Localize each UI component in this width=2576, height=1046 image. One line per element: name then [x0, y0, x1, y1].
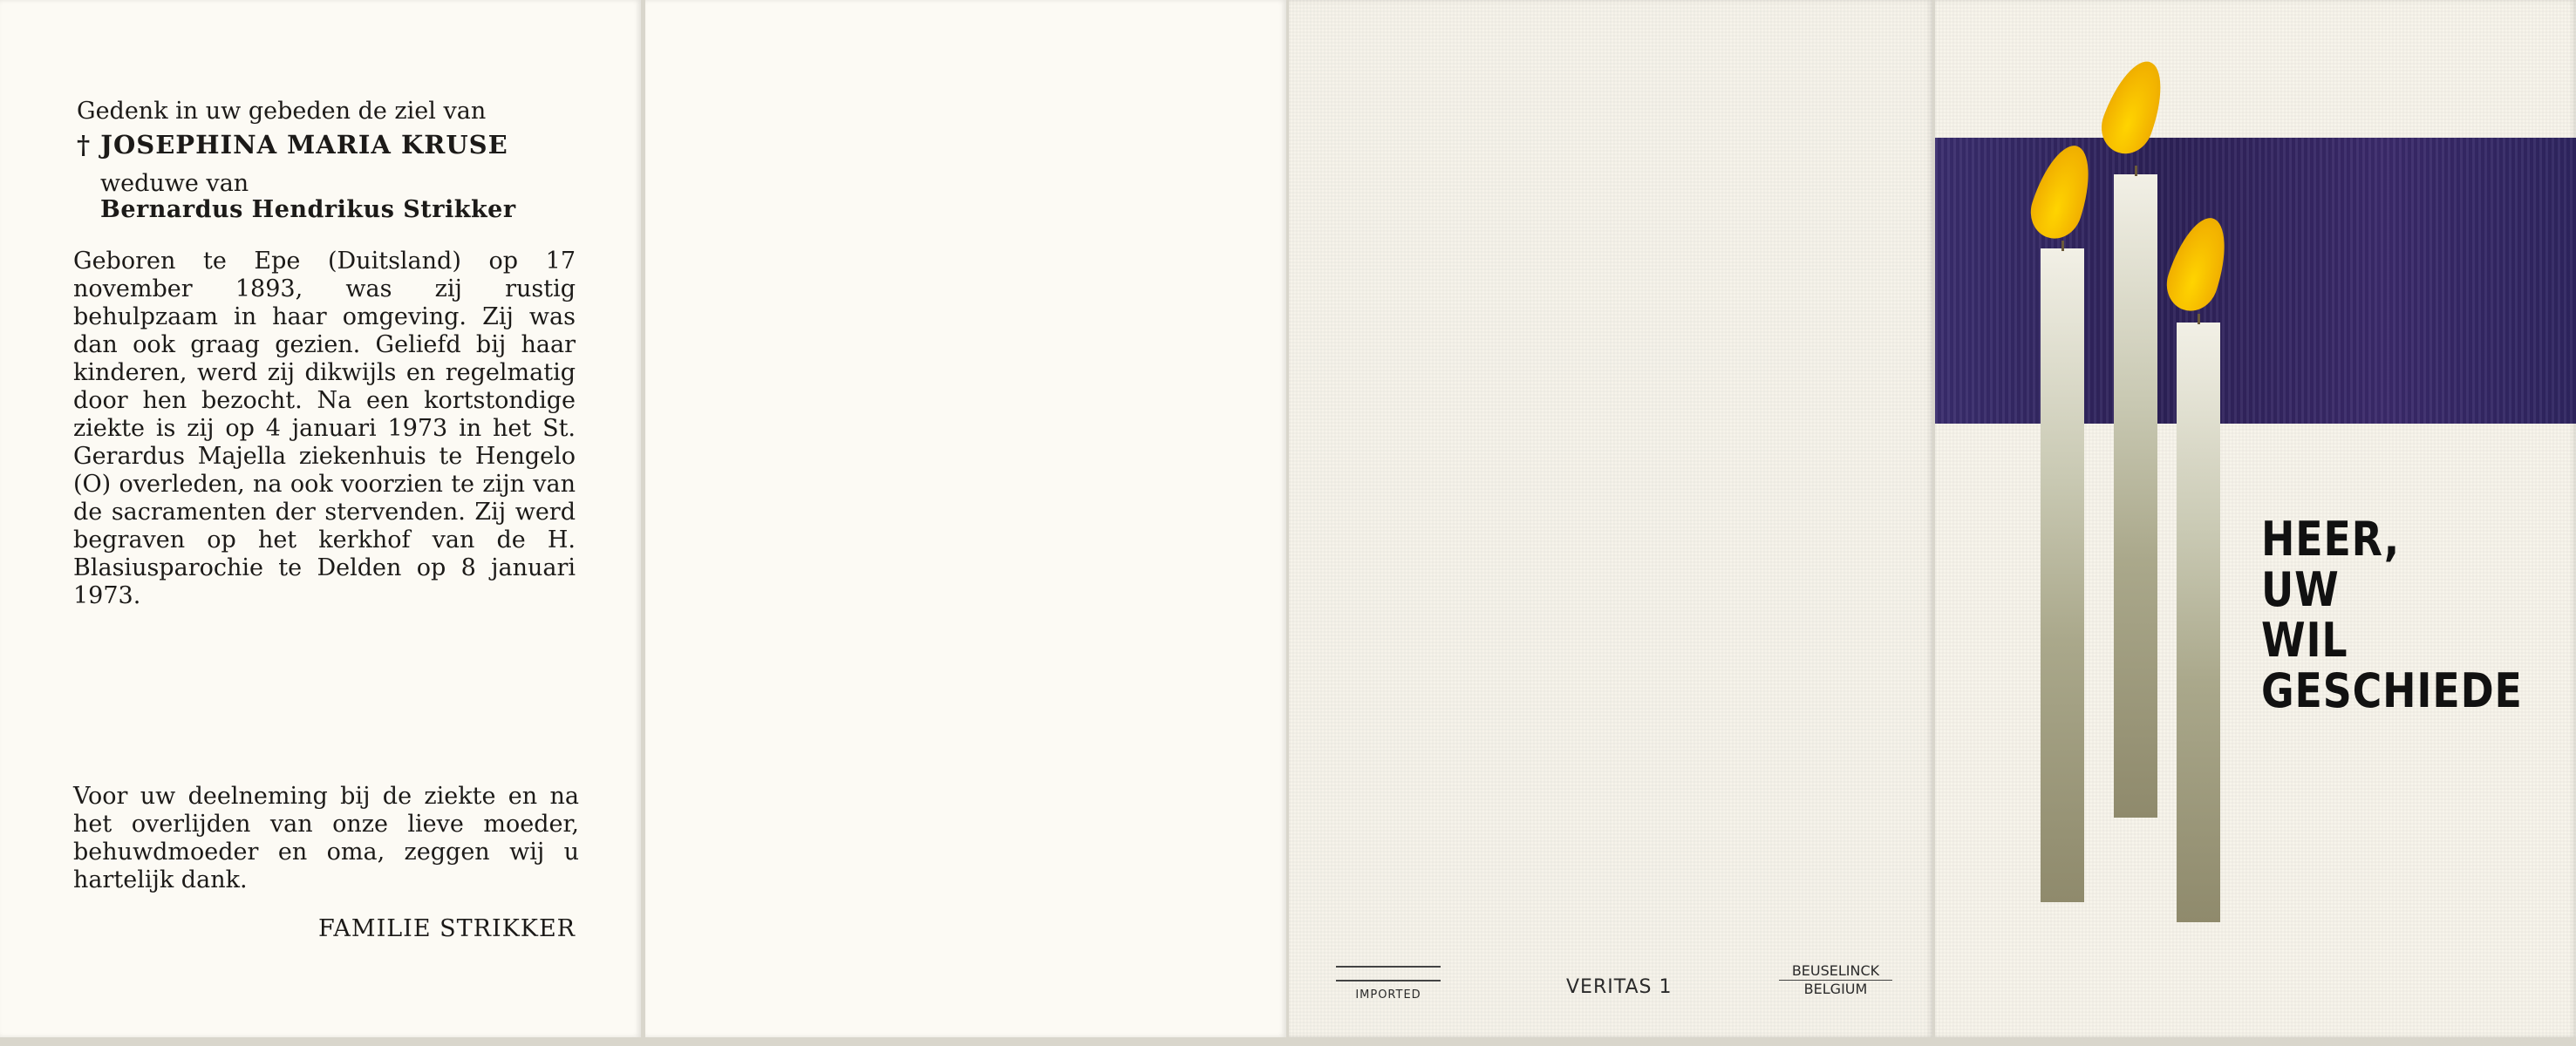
publisher-name: BEUSELINCK [1779, 962, 1892, 981]
spouse-name: Bernardus Hendrikus Strikker [100, 196, 516, 223]
publisher-country: BELGIUM [1803, 981, 1868, 997]
prayer-panel [645, 0, 1286, 1037]
printer-logo [1332, 966, 1445, 1002]
biography-text: Geboren te Epe (Duitsland) op 17 november 1893, was zij rustig behulpzaam in haar omgeving. Zij was dan ook graag gezien. Geliefd bij haar kinderen, werd zij dikwijls en regelmatig door hen bezocht. Na een kortstondige ziekte is zij op 4 januari 1973 in het St. Gerardus Majella ziekenhuis te Hengelo (O) overleden, na ook voorzien te zijn van de sacramenten der stervenden. Zij werd begraven op het kerkhof van de H. Blasiusparochie te Delden op 8 januari 1973. [73, 248, 576, 609]
printer-logo-caption: IMPORTED [1355, 988, 1421, 1002]
memorial-intro: Gedenk in uw gebeden de ziel van [77, 98, 487, 125]
headline-line-4: GESCHIEDE [2261, 663, 2523, 718]
wick-right [2198, 314, 2200, 324]
candle-middle [2114, 174, 2157, 818]
headline-line-2: UW [2261, 562, 2340, 617]
back-cover-panel [1289, 0, 1932, 1037]
thanks-text: Voor uw deelneming bij de ziekte en na het overlijden van onze lieve moeder, behuwdmoeder en oma, zeggen wij u hartelijk dank. [73, 783, 579, 893]
printer-logo-mark [1336, 966, 1441, 981]
headline-line-1: HEER, [2261, 512, 2401, 567]
wick-left [2061, 241, 2064, 251]
widow-of-label: weduwe van [100, 170, 249, 197]
candle-right [2177, 323, 2220, 922]
publisher-label [1779, 962, 1892, 998]
series-label: VERITAS 1 [1566, 976, 1673, 998]
memorial-panel [0, 0, 641, 1037]
purple-band [1935, 138, 2576, 424]
candle-left [2041, 248, 2084, 902]
cover-headline [2261, 514, 2523, 717]
family-signature: FAMILIE STRIKKER [318, 915, 576, 942]
deceased-name: † JOSEPHINA MARIA KRUSE [77, 130, 508, 160]
wick-middle [2135, 166, 2137, 176]
headline-line-3: WIL [2261, 613, 2348, 668]
